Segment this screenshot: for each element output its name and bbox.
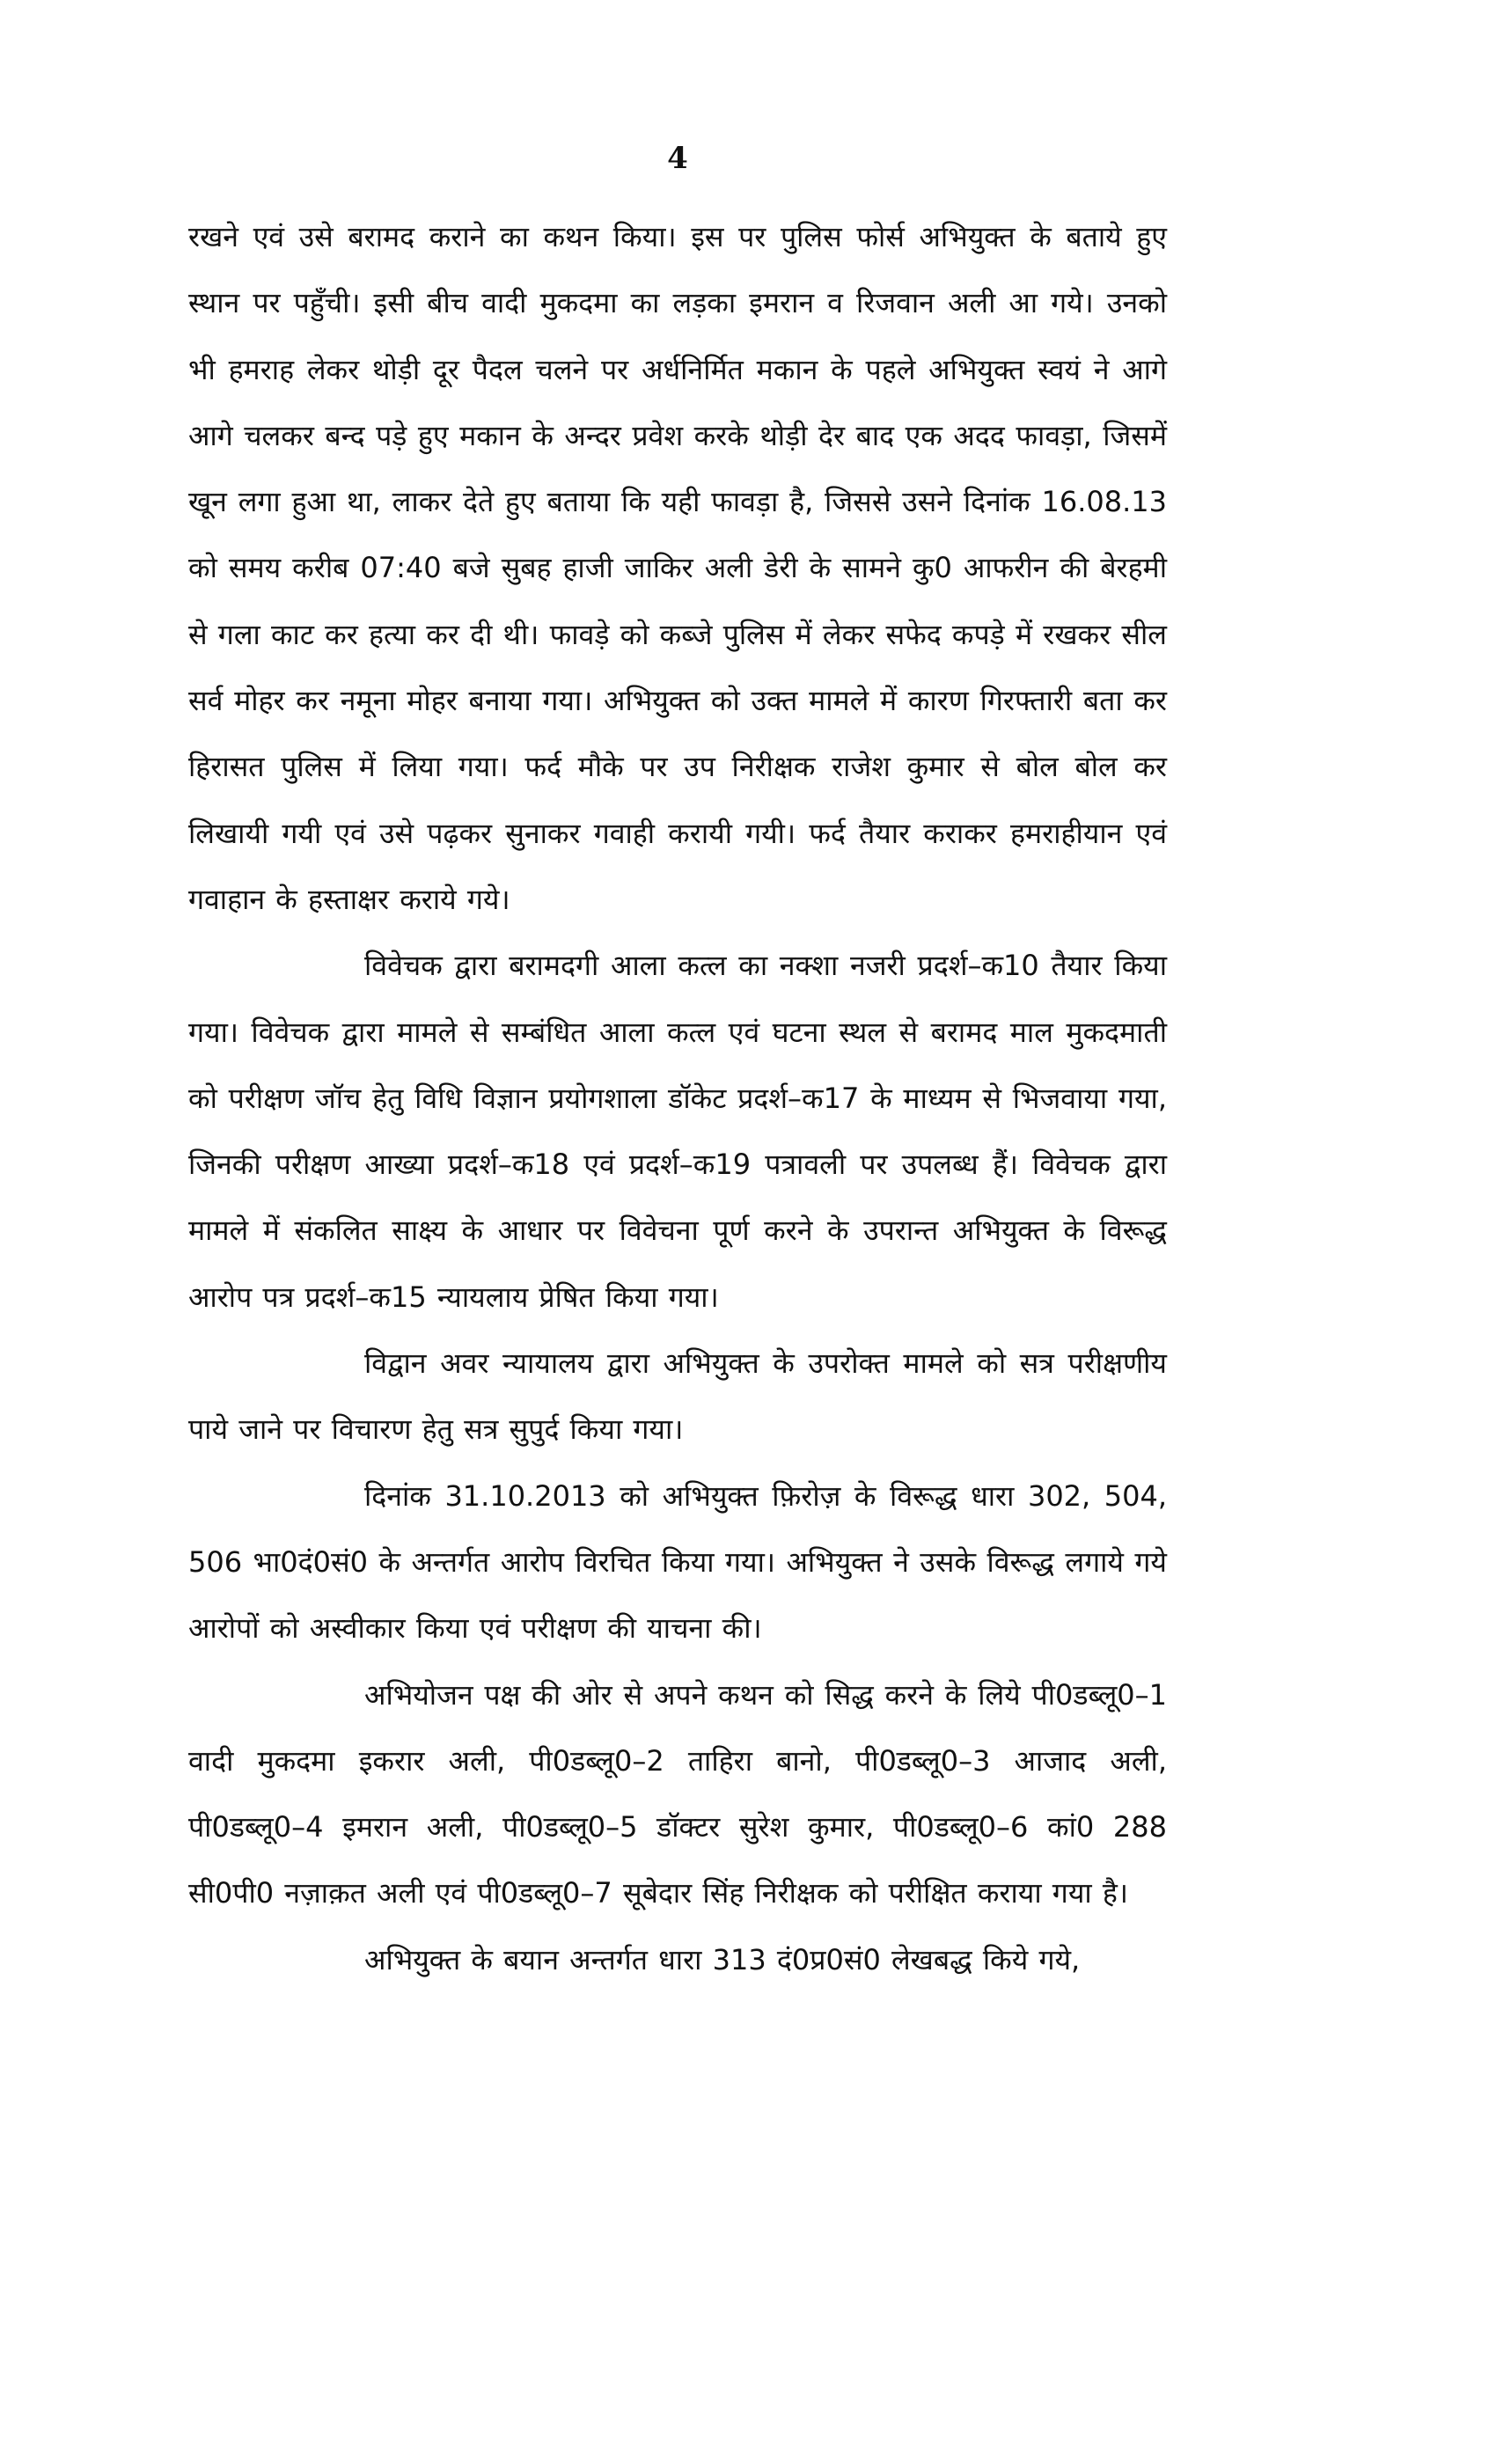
paragraph-accused-statement: अभियुक्त के बयान अन्तर्गत धारा 313 दं0प्र0सं0 लेखबद्ध किये गये, bbox=[364, 1942, 1081, 1976]
paragraph-recovery-statement: रखने एवं उसे बरामद कराने का कथन किया। इस पर पुलिस फोर्स अभियुक्त के बताये हुए स्थान पर पहुँची। इसी बीच वादी मुकदमा का लड़का इमरान व रिजवान अली आ गये। उनको भी हमराह लेकर थोड़ी दूर पैदल चलने पर अर्धनिर्मित मकान के पहले अभियुक्त स्वयं ने आगे आगे चलकर बन्द पड़े हुए मकान के अन्दर प्रवेश करके थोड़ी देर बाद एक अदद फावड़ा, जिसमें खून लगा हुआ था, लाकर देते हुए बताया कि यही फावड़ा है, जिससे उसने दिनांक 16.08.13 को समय करीब 07:40 बजे सुबह हाजी जाकिर अली डेरी के सामने कु0 आफरीन की बेरहमी से गला काट कर हत्या कर दी थी। फावड़े को कब्जे पुलिस में लेकर सफेद कपड़े में रखकर सील सर्व मोहर कर नमूना मोहर बनाया गया। अभियुक्त को उक्त मामले में कारण गिरफ्तारी बता कर हिरासत पुलिस में लिया गया। फर्द मौके पर उप निरीक्षक राजेश कुमार से बोल बोल कर लिखायी गयी एवं उसे पढ़कर सुनाकर गवाही करायी गयी। फर्द तैयार कराकर हमराहीयान एवं गवाहान के हस्ताक्षर कराये गये। bbox=[188, 220, 1167, 916]
judgment-body bbox=[188, 204, 1167, 1993]
paragraph-committal: विद्वान अवर न्यायालय द्वारा अभियुक्त के उपरोक्त मामले को सत्र परीक्षणीय पाये जाने पर विचारण हेतु सत्र सुपुर्द किया गया। bbox=[188, 1346, 1167, 1447]
paragraph-charge-framed: दिनांक 31.10.2013 को अभियुक्त फ़िरोज़ के विरूद्ध धारा 302, 504, 506 भा0दं0सं0 के अन्तर्गत आरोप विरचित किया गया। अभियुक्त ने उसके विरूद्ध लगाये गये आरोपों को अस्वीकार किया एवं परीक्षण की याचना की। bbox=[188, 1478, 1167, 1646]
page-number: 4 bbox=[667, 141, 688, 176]
paragraph-investigation: विवेचक द्वारा बरामदगी आला कत्ल का नक्शा नजरी प्रदर्श–क10 तैयार किया गया। विवेचक द्वारा मामले से सम्बंधित आला कत्ल एवं घटना स्थल से बरामद माल मुकदमाती को परीक्षण जॉच हेतु विधि विज्ञान प्रयोगशाला डॉकेट प्रदर्श–क17 के माध्यम से भिजवाया गया, जिनकी परीक्षण आख्या प्रदर्श–क18 एवं प्रदर्श–क19 पत्रावली पर उपलब्ध हैं। विवेचक द्वारा मामले में संकलित साक्ष्य के आधार पर विवेचना पूर्ण करने के उपरान्त अभियुक्त के विरूद्ध आरोप पत्र प्रदर्श–क15 न्यायलाय प्रेषित किया गया। bbox=[188, 949, 1167, 1314]
paragraph-prosecution-witnesses: अभियोजन पक्ष की ओर से अपने कथन को सिद्ध करने के लिये पी0डब्लू0–1 वादी मुकदमा इकरार अली, पी0डब्लू0–2 ताहिरा बानो, पी0डब्लू0–3 आजाद अली, पी0डब्लू0–4 इमरान अली, पी0डब्लू0–5 डॉक्टर सुरेश कुमार, पी0डब्लू0–6 कां0 288 सी0पी0 नज़ाक़त अली एवं पी0डब्लू0–7 सूबेदार सिंह निरीक्षक को परीक्षित कराया गया है। bbox=[188, 1677, 1167, 1910]
